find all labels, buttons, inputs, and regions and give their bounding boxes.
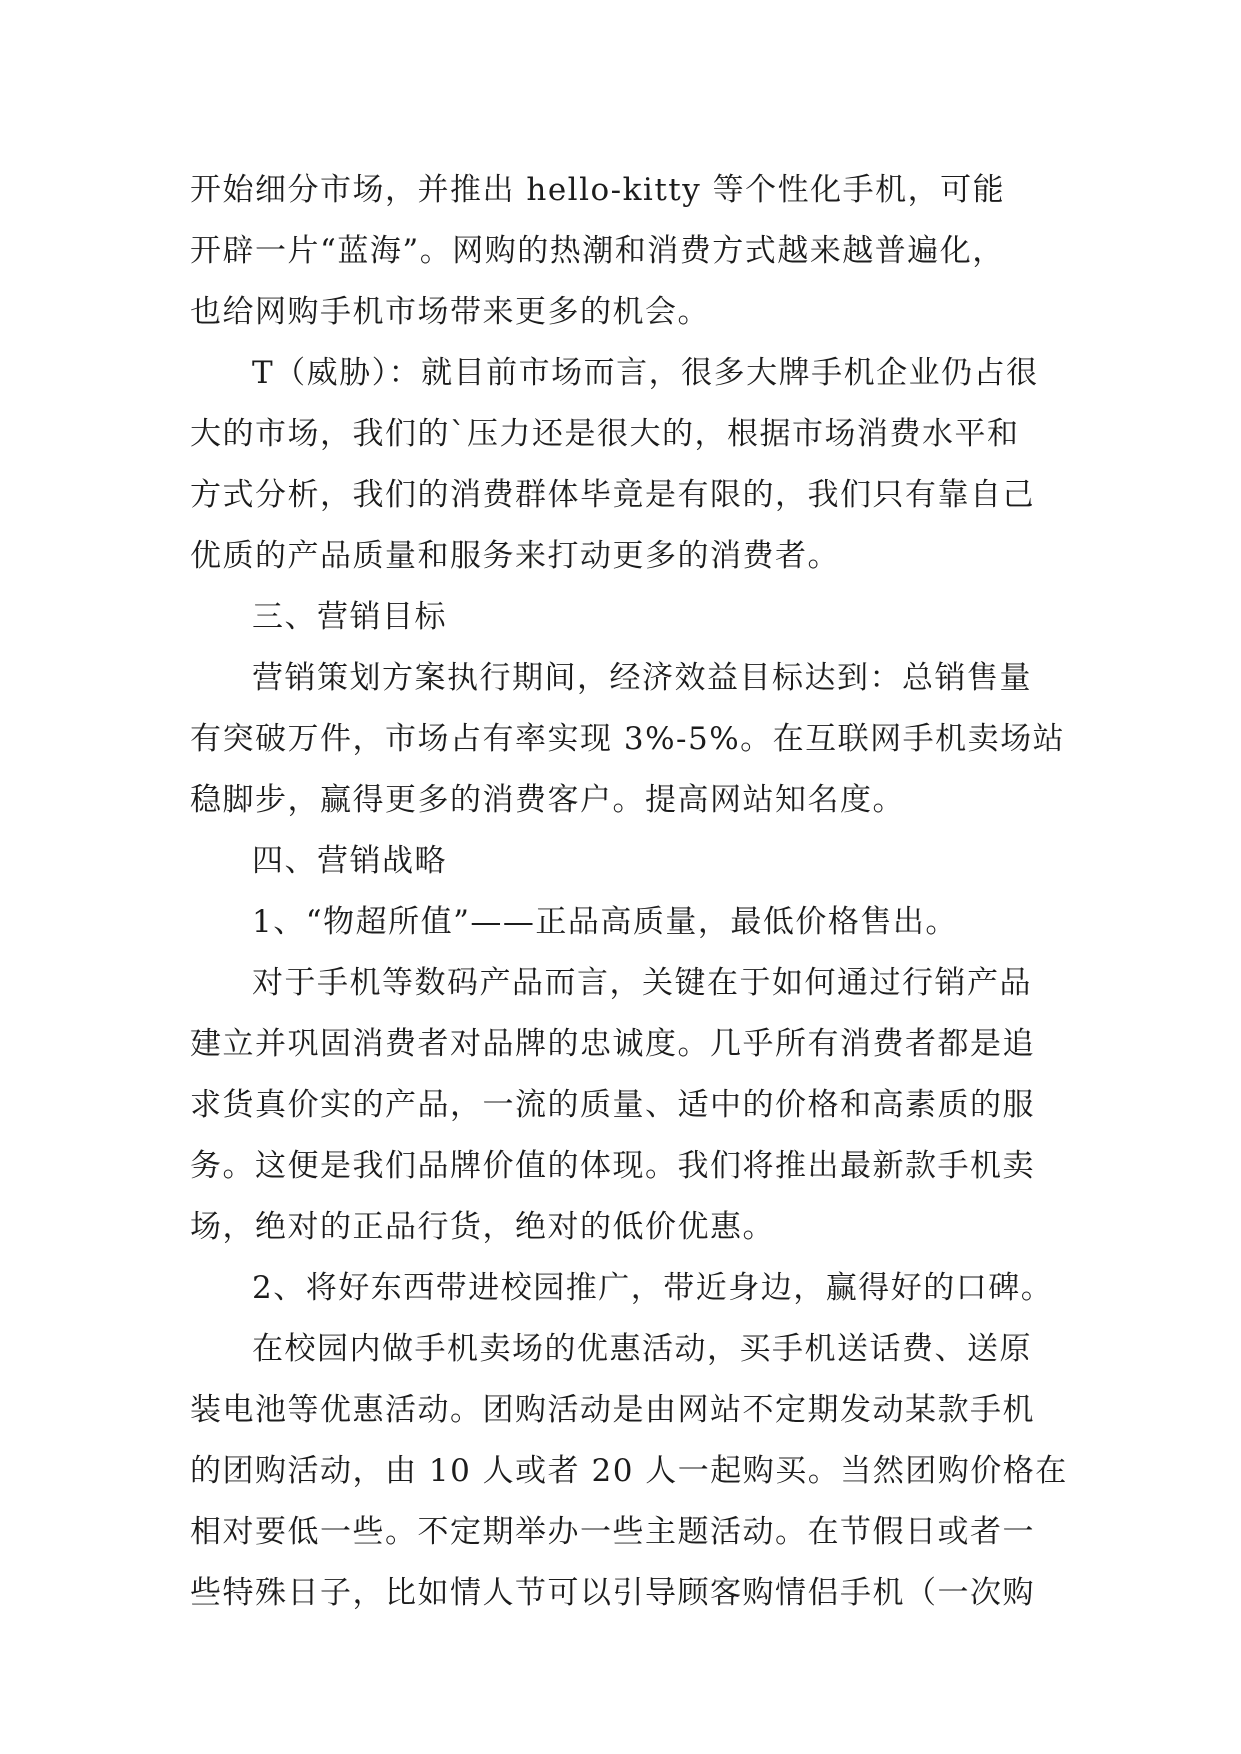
paragraph [190,1258,1060,1319]
text-line: 对于手机等数码产品而言，关键在于如何通过行销产品 [252,965,1032,1001]
text-line: 方式分析，我们的消费群体毕竟是有限的，我们只有靠自己 [190,477,1035,513]
paragraph [190,587,1060,648]
text-line: 营销策划方案执行期间，经济效益目标达到：总销售量 [252,660,1032,696]
paragraph [190,648,1066,831]
text-line: 建立并巩固消费者对品牌的忠诚度。几乎所有消费者都是追 [190,1026,1035,1062]
document-body [190,160,1068,1624]
text-line: 大的市场，我们的`压力还是很大的，根据市场消费水平和 [190,416,1020,452]
text-line: 的团购活动，由 10 人或者 20 人一起购买。当然团购价格在 [190,1453,1068,1489]
text-line: 装电池等优惠活动。团购活动是由网站不定期发动某款手机 [190,1392,1035,1428]
text-line: 开始细分市场，并推出 hello-kitty 等个性化手机，可能 [190,172,1006,208]
text-line: T（威胁）：就目前市场而言，很多大牌手机企业仍占很 [252,355,1039,391]
paragraph [190,831,1060,892]
paragraph [190,892,1060,953]
text-line: 求货真价实的产品，一流的质量、适中的价格和高素质的服 [190,1087,1035,1123]
text-line: 在校园内做手机卖场的优惠活动，买手机送话费、送原 [252,1331,1032,1367]
text-line: 2、将好东西带进校园推广，带近身边，赢得好的口碑。 [252,1270,1054,1306]
text-line: 也给网购手机市场带来更多的机会。 [190,294,710,330]
text-line: 优质的产品质量和服务来打动更多的消费者。 [190,538,840,574]
text-line: 开辟一片“蓝海”。网购的热潮和消费方式越来越普遍化， [190,233,1005,269]
text-line: 些特殊日子，比如情人节可以引导顾客购情侣手机（一次购 [190,1575,1035,1611]
text-line: 务。这便是我们品牌价值的体现。我们将推出最新款手机卖 [190,1148,1035,1184]
text-line: 场，绝对的正品行货，绝对的低价优惠。 [190,1209,775,1245]
paragraph [190,160,1060,343]
paragraph [190,1319,1068,1624]
text-line: 三、营销目标 [252,599,447,635]
text-line: 1、“物超所值”——正品高质量，最低价格售出。 [252,904,958,940]
text-line: 稳脚步，赢得更多的消费客户。提高网站知名度。 [190,782,905,818]
text-line: 四、营销战略 [252,843,447,879]
paragraph [190,953,1060,1258]
paragraph [190,343,1060,587]
text-line: 相对要低一些。不定期举办一些主题活动。在节假日或者一 [190,1514,1035,1550]
text-line: 有突破万件，市场占有率实现 3%-5%。在互联网手机卖场站 [190,721,1066,757]
